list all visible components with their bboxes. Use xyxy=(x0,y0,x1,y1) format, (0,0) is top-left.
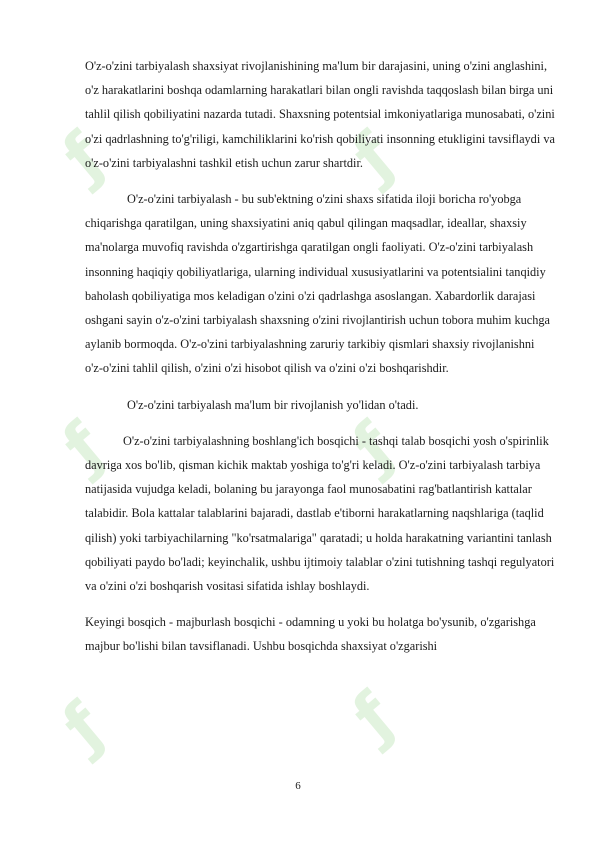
watermark-logo: ƒ xyxy=(339,679,409,755)
paragraph: O'z-o'zini tarbiyalashning boshlang'ich bosqichi - tashqi talab bosqichi yosh o'spirinlik davriga xos bo'lib, qisman kichik maktab yoshiga to'g'ri keladi. O'z-o'zini tarbiyalash tarbiya natijasida vujudga keladi, bolaning bu jarayonga faol munosabatini rag'batlantirish kattalar talabidir. Bola kattalar talablarini bajaradi, dastlab e'tiborni harakatlarning naqshlariga (taqlid qilish) yoki tarbiyachilarning "ko'rsatmalariga" qaratadi; u holda harakatning variantini tanlash qobiliyati paydo bo'ladi; keyinchalik, ushbu ijtimoiy talablar o'zini tutishning tashqi regulyatori va o'zini o'zi boshqarish vositasi sifatida ishlay boshlaydi. xyxy=(85,433,555,594)
watermark-logo: ƒ xyxy=(49,409,119,485)
watermark-logo: ƒ xyxy=(339,119,409,195)
paragraph: O'z-o'zini tarbiyalash shaxsiyat rivojlanishining ma'lum bir darajasini, uning o'zini anglashini, o'z harakatlarini boshqa odamlarning harakatlari bilan ongli ravishda taqqoslash bilan birga uni tahlil qilish qobiliyatini nazarda tutadi. Shaxsning potentsial imkoniyatlariga munosabati, o'zini o'zi qadrlashning to'g'riligi, kamchiliklarini ko'rish qobiliyati insonning etukligini tavsiflaydi va o'z-o'zini tarbiyalashni tashkil etish uchun zarur shartdir. xyxy=(85,59,555,170)
watermark-logo: ƒ xyxy=(339,409,409,485)
page-number: 6 xyxy=(295,780,301,792)
watermark-logo: ƒ xyxy=(49,689,119,765)
paragraph: Keyingi bosqich - majburlash bosqichi - odamning u yoki bu holatga bo'ysunib, o'zgarishga majbur bo'lishi bilan tavsiflanadi. Ushbu bosqichda shaxsiyat o'zgarishi xyxy=(85,615,536,654)
body-text xyxy=(85,54,555,671)
paragraph: O'z-o'zini tarbiyalash - bu sub'ektning o'zini shaxs sifatida iloji boricha ro'yobga chiqarishga qaratilgan, uning shaxsiyatini aniq qabul qilingan maqsadlar, ideallar, shaxsiy ma'nolarga muvofiq ravishda o'zgartirishga qaratilgan ongli faoliyati. O'z-o'zini tarbiyalash insonning haqiqiy qobiliyatlariga, ularning individual xususiyatlarini va potentsialini tanqidiy baholash qobiliyatiga mos keladigan o'zini o'zi qadrlashga asoslangan. Xabardorlik darajasi oshgani sayin o'z-o'zini tarbiyalash shaxsning o'zini rivojlantirish uchun tobora muhim kuchga aylanib bormoqda. O'z-o'zini tarbiyalashning zaruriy tarkibiy qismlari shaxsiy rivojlanishni o'z-o'zini tahlil qilish, o'zini o'zi hisobot qilish va o'zini o'zi boshqarishdir. xyxy=(85,192,550,376)
watermark-logo: ƒ xyxy=(49,119,119,195)
paragraph: O'z-o'zini tarbiyalash ma'lum bir rivojlanish yo'lidan o'tadi. xyxy=(127,397,419,412)
